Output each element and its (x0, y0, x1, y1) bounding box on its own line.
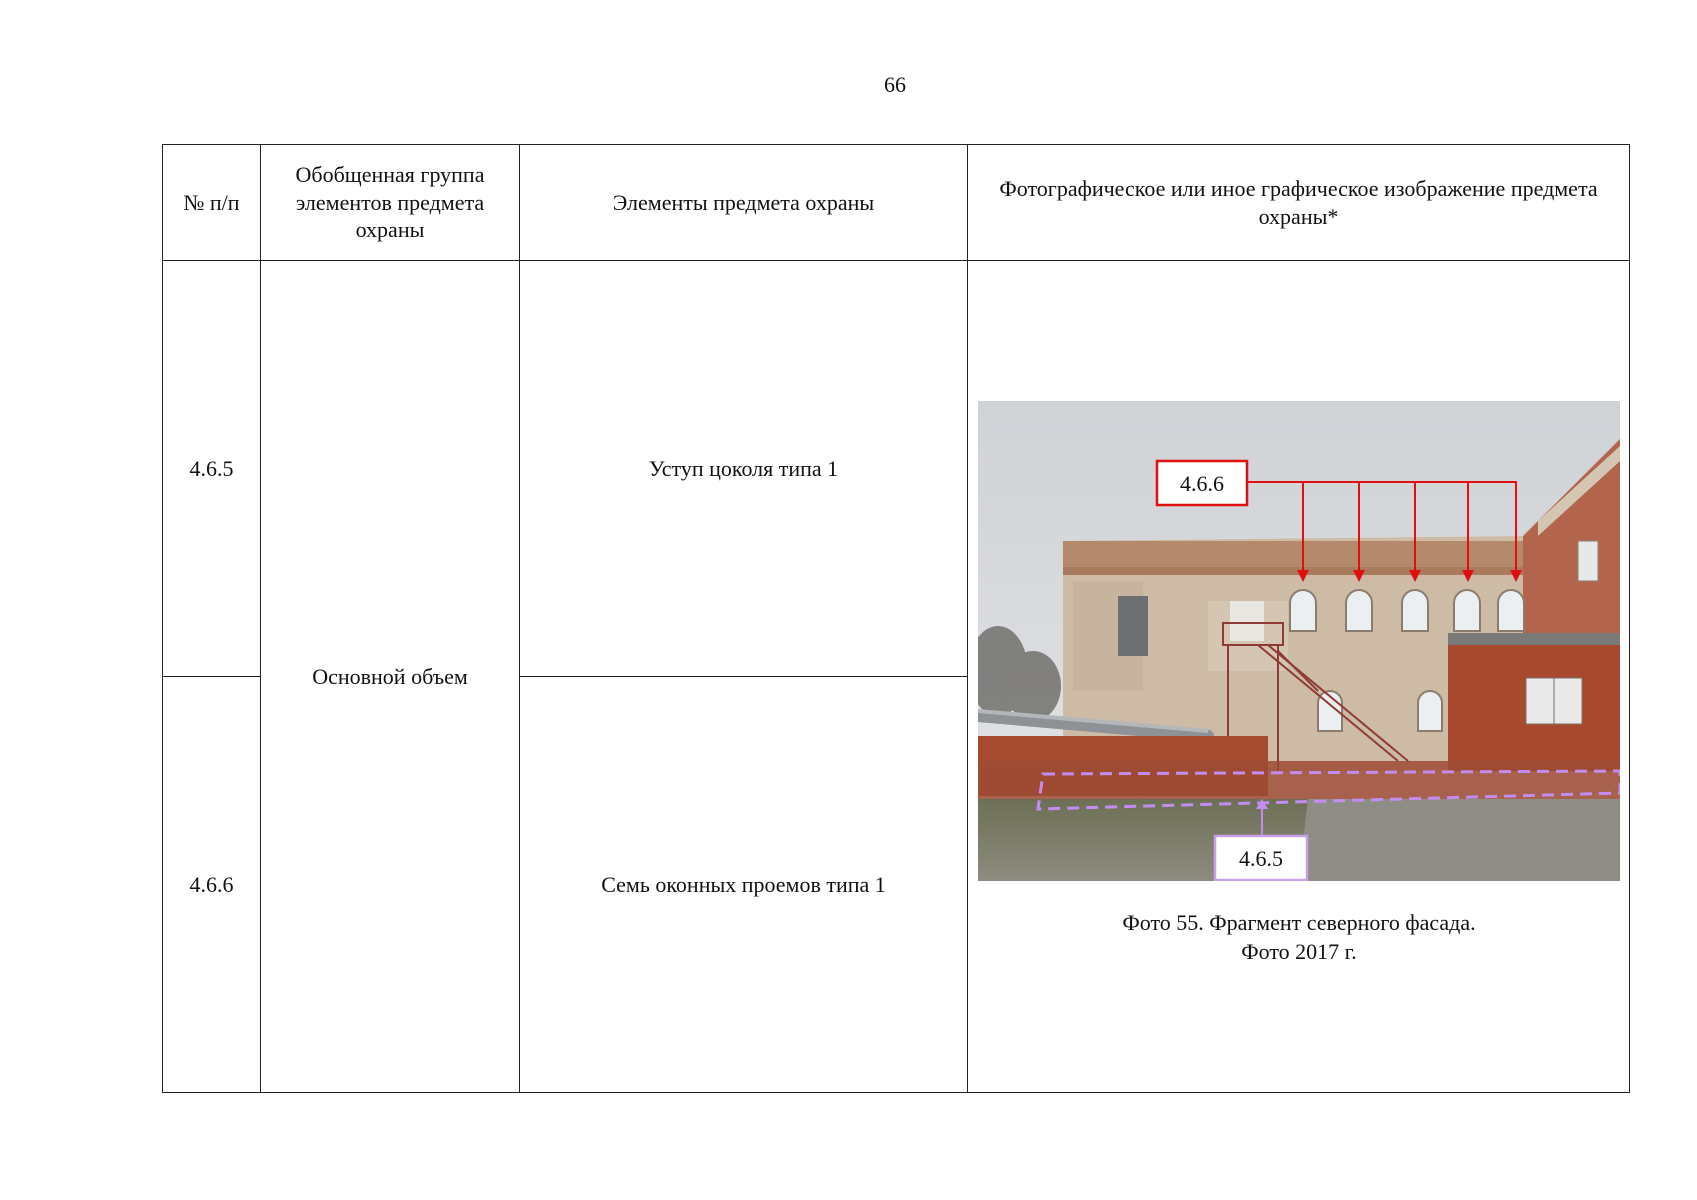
row-element: Семь оконных проемов типа 1 (520, 677, 968, 1093)
header-image: Фотографическое или иное графическое изображение предмета охраны* (968, 145, 1630, 261)
header-elements: Элементы предмета охраны (520, 145, 968, 261)
protection-table (162, 144, 1630, 1093)
photo-cell (968, 261, 1630, 1093)
row-element: Уступ цоколя типа 1 (520, 261, 968, 677)
row-number: 4.6.6 (163, 677, 261, 1093)
header-group: Обобщенная группа элементов предмета охраны (261, 145, 520, 261)
header-number: № п/п (163, 145, 261, 261)
row-number: 4.6.5 (163, 261, 261, 677)
table-header-row (163, 145, 1630, 261)
photo-label-top: 4.6.6 (1180, 471, 1224, 496)
group-cell: Основной объем (261, 261, 520, 1093)
photo-caption (968, 909, 1630, 966)
photo-label-bottom: 4.6.5 (1239, 846, 1283, 871)
caption-line-1: Фото 55. Фрагмент северного фасада. (1122, 910, 1476, 935)
page-number: 66 (884, 72, 906, 97)
caption-line-2: Фото 2017 г. (1241, 938, 1357, 964)
table-row (163, 261, 1630, 677)
facade-photo (978, 401, 1620, 881)
